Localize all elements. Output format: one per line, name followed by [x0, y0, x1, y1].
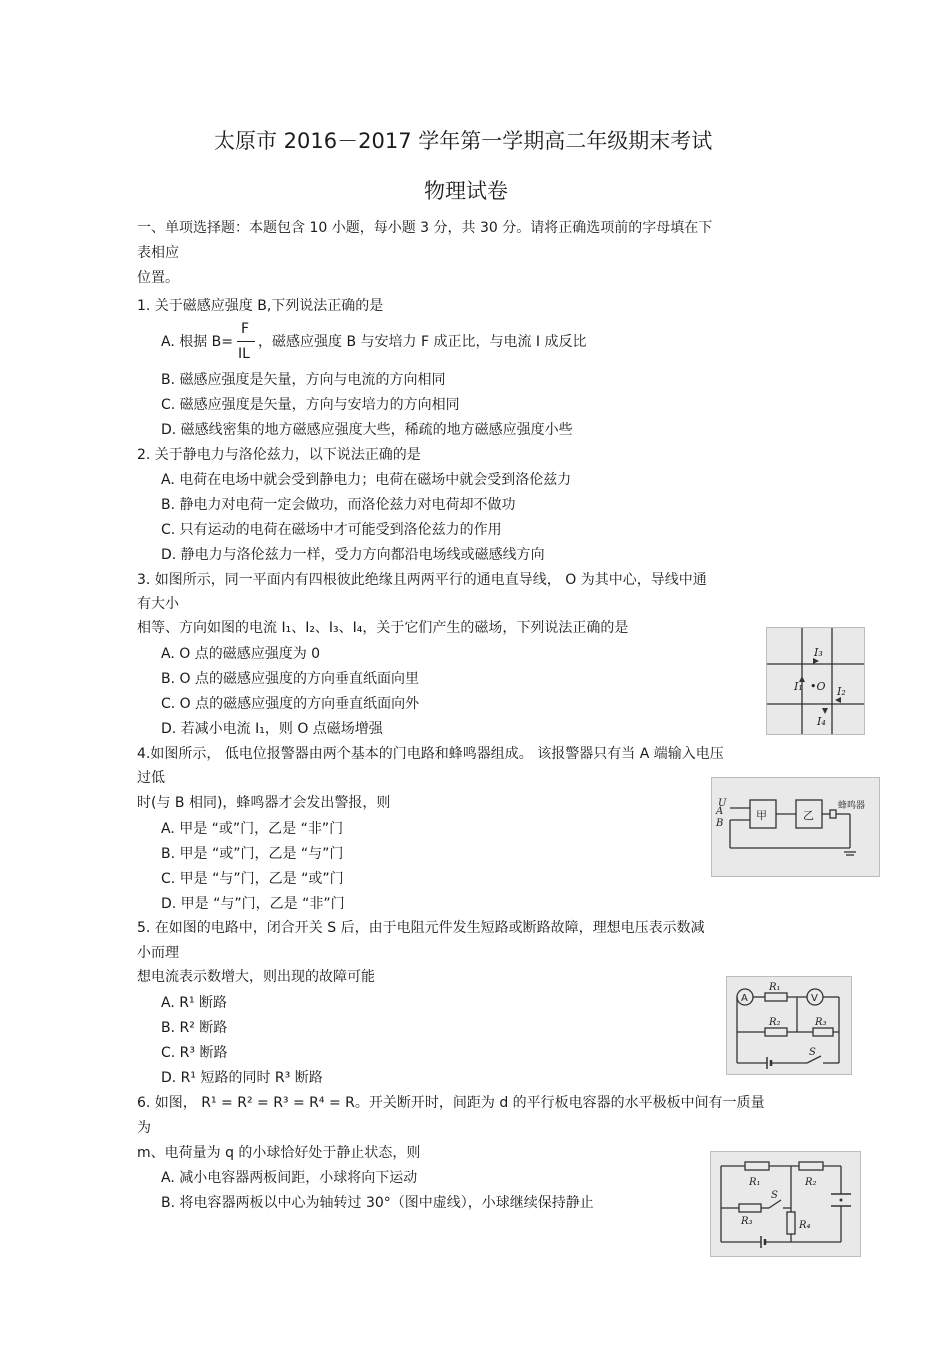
q6-option-b: B. 将电容器两板以中心为轴转过 30°（图中虚线），小球继续保持静止 [161, 1195, 594, 1211]
resistor-r1 [765, 993, 787, 1001]
q3-stem: 3. 如图所示，同一平面内有四根彼此绝缘且两两平行的通电直导线， O 为其中心，导线中通 [137, 572, 707, 588]
q3-stem-cont: 有大小 [137, 596, 179, 612]
label-r1: R₁ [749, 1177, 761, 1188]
q6-circuit-figure [710, 1151, 861, 1257]
resistor-r4 [787, 1212, 795, 1234]
q4-option-b: B. 甲是 “或”门，乙是 “与”门 [161, 846, 344, 862]
q5-option-b: B. R² 断路 [161, 1020, 228, 1036]
q1-option-a-rest: ，磁感应强度 B 与安培力 F 成正比，与电流 I 成反比 [258, 334, 587, 350]
q5-stem: 5. 在如图的电路中，闭合开关 S 后，由于电阻元件发生短路或断路故障，理想电压表示数减 [137, 920, 705, 936]
section-instructions-cont: 表相应 [137, 245, 179, 261]
q5-option-c: C. R³ 断路 [161, 1045, 228, 1061]
q1-option-c: C. 磁感应强度是矢量，方向与安培力的方向相同 [161, 397, 460, 413]
section-instructions-cont2: 位置。 [137, 270, 179, 286]
q3-option-c: C. O 点的磁感应强度的方向垂直纸面向外 [161, 696, 420, 712]
q4-stem-cont2: 时(与 B 相同)，蜂鸣器才会发出警报，则 [137, 795, 391, 811]
q3-option-b: B. O 点的磁感应强度的方向垂直纸面向里 [161, 671, 419, 687]
q4-stem-cont: 过低 [137, 770, 165, 786]
label-center-o: •O [810, 680, 826, 693]
q1-option-d: D. 磁感线密集的地方磁感应强度大些，稀疏的地方磁感应强度小些 [161, 422, 573, 438]
q4-stem: 4.如图所示， 低电位报警器由两个基本的门电路和蜂鸣器组成。 该报警器只有当 A 端输入电压 [137, 746, 724, 762]
resistor-r2 [799, 1162, 823, 1170]
q2-stem: 2. 关于静电力与洛伦兹力，以下说法正确的是 [137, 447, 421, 463]
label-a: A [716, 806, 724, 817]
q2-option-d: D. 静电力与洛伦兹力一样，受力方向都沿电场线或磁感线方向 [161, 547, 545, 563]
page-subtitle: 物理试卷 [424, 179, 508, 203]
q2-option-c: C. 只有运动的电荷在磁场中才可能受到洛伦兹力的作用 [161, 522, 502, 538]
page-title: 太原市 2016－2017 学年第一学期高二年级期末考试 [214, 129, 713, 153]
q6-stem-cont: 为 [137, 1120, 151, 1136]
q1-option-b: B. 磁感应强度是矢量，方向与电流的方向相同 [161, 372, 446, 388]
q3-wire-figure [766, 627, 865, 735]
q5-stem-cont: 小而理 [137, 945, 179, 961]
q6-stem: 6. 如图， R¹ = R² = R³ = R⁴ = R。开关断开时，间距为 d 的平行板电容器的水平极板中间有一质量 [137, 1095, 765, 1111]
q5-stem-cont2: 想电流表示数增大，则出现的故障可能 [137, 969, 375, 985]
voltmeter-label: V [811, 993, 818, 1004]
q5-circuit-figure [726, 976, 852, 1075]
resistor-r1 [745, 1162, 769, 1170]
label-r3: R₃ [815, 1017, 827, 1028]
label-r2: R₂ [769, 1017, 781, 1028]
buzzer-icon [830, 810, 836, 818]
label-i4: I₄ [817, 715, 826, 728]
label-s: S [771, 1190, 778, 1201]
section-instructions: 一、单项选择题：本题包含 10 小题，每小题 3 分，共 30 分。请将正确选项前的字母填在下 [137, 220, 713, 236]
label-i1: I₁ [794, 680, 803, 693]
label-s: S [809, 1047, 816, 1058]
q4-alarm-figure [711, 777, 880, 877]
q4-option-c: C. 甲是 “与”门，乙是 “或”门 [161, 871, 344, 887]
q2-option-a: A. 电荷在电场中就会受到静电力；电荷在磁场中就会受到洛伦兹力 [161, 472, 572, 488]
label-b: B [716, 818, 724, 829]
label-r3: R₃ [741, 1216, 753, 1227]
ammeter-label: A [741, 993, 748, 1004]
label-r4: R₄ [799, 1220, 811, 1231]
label-r2: R₂ [805, 1177, 817, 1188]
q1-fraction-numerator: F [241, 321, 250, 337]
label-r1: R₁ [769, 982, 781, 993]
label-jia: 甲 [756, 809, 767, 822]
q3-option-a: A. O 点的磁感应强度为 0 [161, 646, 321, 662]
label-i2: I₂ [837, 685, 846, 698]
q1-option-a-prefix: A. 根据 B= [161, 334, 234, 350]
label-yi: 乙 [803, 809, 814, 822]
resistor-r2 [765, 1028, 787, 1036]
q1-fraction-bar [237, 341, 255, 342]
q1-fraction-denominator: IL [238, 346, 250, 362]
q1-stem: 1. 关于磁感应强度 B,下列说法正确的是 [137, 298, 384, 314]
q3-option-d: D. 若减小电流 I₁，则 O 点磁场增强 [161, 721, 383, 737]
switch-icon [769, 1200, 781, 1208]
q2-option-b: B. 静电力对电荷一定会做功，而洛伦兹力对电荷却不做功 [161, 497, 516, 513]
q6-stem-cont2: m、电荷量为 q 的小球恰好处于静止状态，则 [137, 1145, 421, 1161]
q5-option-a: A. R¹ 断路 [161, 995, 228, 1011]
label-i3: I₃ [814, 646, 823, 659]
q5-option-d: D. R¹ 短路的同时 R³ 断路 [161, 1070, 323, 1086]
q4-option-d: D. 甲是 “与”门，乙是 “非”门 [161, 896, 345, 912]
q6-option-a: A. 减小电容器两板间距，小球将向下运动 [161, 1170, 418, 1186]
resistor-r3 [813, 1028, 833, 1036]
label-u: U [718, 798, 727, 809]
charged-ball-icon [840, 1199, 843, 1202]
resistor-r3 [739, 1204, 761, 1212]
q4-option-a: A. 甲是 “或”门，乙是 “非”门 [161, 821, 344, 837]
q3-stem-cont2: 相等、方向如图的电流 I₁、I₂、I₃、I₄，关于它们产生的磁场，下列说法正确的是 [137, 620, 629, 636]
arrow-i4-icon [822, 708, 828, 714]
label-buzzer: 蜂鸣器 [838, 801, 866, 811]
